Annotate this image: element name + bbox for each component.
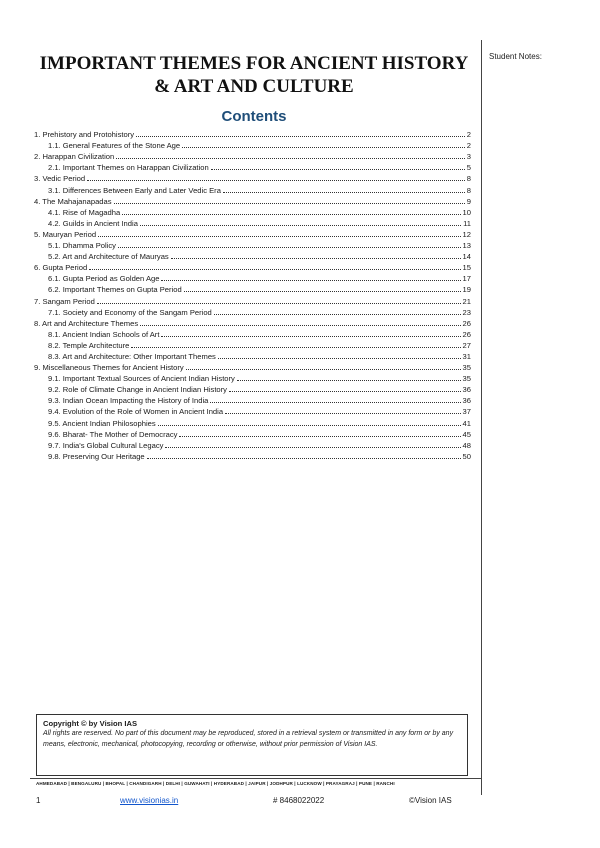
toc-entry-page: 13 bbox=[462, 241, 471, 251]
toc-entry[interactable] bbox=[34, 362, 471, 373]
toc-entry[interactable] bbox=[34, 273, 471, 284]
toc-dot-leader bbox=[225, 413, 461, 414]
toc-entry[interactable] bbox=[34, 140, 471, 151]
toc-entry-page: 35 bbox=[462, 363, 471, 373]
toc-entry-label: 8.1. Ancient Indian Schools of Art bbox=[48, 329, 160, 339]
toc-entry[interactable] bbox=[34, 240, 471, 251]
toc-dot-leader bbox=[161, 336, 460, 337]
toc-dot-leader bbox=[214, 314, 461, 315]
toc-dot-leader bbox=[182, 147, 465, 148]
copyright-box bbox=[36, 714, 468, 776]
toc-entry-label: 9.3. Indian Ocean Impacting the History of India bbox=[48, 396, 209, 406]
toc-entry-label: 7.1. Society and Economy of the Sangam Period bbox=[48, 307, 212, 317]
toc-entry-page: 36 bbox=[462, 396, 471, 406]
toc-entry[interactable] bbox=[34, 318, 471, 329]
toc-dot-leader bbox=[87, 180, 465, 181]
toc-dot-leader bbox=[161, 280, 460, 281]
toc-entry-page: 23 bbox=[462, 307, 471, 317]
toc-entry-page: 21 bbox=[462, 296, 471, 306]
toc-entry-label: 8. Art and Architecture Themes bbox=[34, 318, 139, 328]
toc-entry[interactable] bbox=[34, 429, 471, 440]
toc-entry-page: 12 bbox=[462, 229, 471, 239]
toc-entry[interactable] bbox=[34, 184, 471, 195]
copyright-title: Copyright © by Vision IAS bbox=[43, 719, 138, 728]
toc-entry-label: 6.1. Gupta Period as Golden Age bbox=[48, 274, 160, 284]
toc-dot-leader bbox=[136, 136, 465, 137]
toc-entry-page: 3 bbox=[466, 152, 471, 162]
toc-dot-leader bbox=[147, 458, 461, 459]
toc-dot-leader bbox=[210, 402, 460, 403]
toc-dot-leader bbox=[186, 369, 461, 370]
toc-entry-label: 2.1. Important Themes on Harappan Civilization bbox=[48, 163, 209, 173]
toc-entry-label: 8.3. Art and Architecture: Other Important Themes bbox=[48, 351, 216, 361]
toc-entry-page: 2 bbox=[466, 130, 471, 140]
toc-entry[interactable] bbox=[34, 329, 471, 340]
toc-dot-leader bbox=[140, 225, 461, 226]
toc-entry-page: 11 bbox=[463, 218, 471, 228]
toc-entry[interactable] bbox=[34, 251, 471, 262]
toc-entry-label: 9.2. Role of Climate Change in Ancient Indian History bbox=[48, 385, 227, 395]
toc-dot-leader bbox=[211, 169, 465, 170]
toc-entry-page: 9 bbox=[466, 196, 471, 206]
website-link[interactable]: www.visionias.in bbox=[120, 796, 179, 805]
footer-divider bbox=[30, 778, 481, 779]
toc-entry[interactable] bbox=[34, 340, 471, 351]
toc-entry-label: 8.2. Temple Architecture bbox=[48, 340, 130, 350]
toc-entry[interactable] bbox=[34, 417, 471, 428]
toc-entry[interactable] bbox=[34, 151, 471, 162]
toc-entry-label: 2. Harappan Civilization bbox=[34, 152, 115, 162]
toc-dot-leader bbox=[114, 203, 465, 204]
toc-entry-label: 4. The Mahajanapadas bbox=[34, 196, 112, 206]
toc-entry-page: 19 bbox=[462, 285, 471, 295]
city-list: AHMEDABAD | BENGALURU | BHOPAL | CHANDIGARH | DELHI | GUWAHATI | HYDERABAD | JAIPUR | JODHPUR | LUCKNOW | PRAYAGRAJ | PUNE | RANCHI bbox=[36, 781, 395, 786]
toc-entry-label: 7. Sangam Period bbox=[34, 296, 95, 306]
document-title: IMPORTANT THEMES FOR ANCIENT HISTORY & ART AND CULTURE bbox=[39, 53, 469, 97]
toc-entry-label: 5.2. Art and Architecture of Mauryas bbox=[48, 252, 169, 262]
toc-dot-leader bbox=[98, 236, 460, 237]
toc-entry-label: 6. Gupta Period bbox=[34, 263, 88, 273]
toc-dot-leader bbox=[237, 380, 461, 381]
toc-entry[interactable] bbox=[34, 162, 471, 173]
toc-dot-leader bbox=[171, 258, 461, 259]
toc-entry-page: 35 bbox=[462, 374, 471, 384]
copyright-text: All rights are reserved. No part of this document may be reproduced, stored in a retrieval system or transmitted in any form or by any means, electronic, mechanical, photocopying, recording or otherwise, without prior permission of Vision IAS. bbox=[43, 730, 454, 748]
toc-entry-page: 15 bbox=[462, 263, 471, 273]
toc-entry-label: 9.1. Important Textual Sources of Ancient Indian History bbox=[48, 374, 235, 384]
toc-entry-label: 9.6. Bharat- The Mother of Democracy bbox=[48, 429, 178, 439]
toc-entry-page: 50 bbox=[462, 451, 471, 461]
toc-entry-label: 3. Vedic Period bbox=[34, 174, 86, 184]
toc-entry-label: 9.8. Preserving Our Heritage bbox=[48, 451, 145, 461]
toc-entry-label: 4.1. Rise of Magadha bbox=[48, 207, 121, 217]
toc-dot-leader bbox=[89, 269, 460, 270]
toc-entry-label: 6.2. Important Themes on Gupta Period bbox=[48, 285, 182, 295]
toc-entry[interactable] bbox=[34, 262, 471, 273]
toc-dot-leader bbox=[179, 436, 460, 437]
toc-entry[interactable] bbox=[34, 196, 471, 207]
toc-entry[interactable] bbox=[34, 451, 471, 462]
toc-entry[interactable] bbox=[34, 373, 471, 384]
toc-entry[interactable] bbox=[34, 173, 471, 184]
toc-dot-leader bbox=[140, 325, 460, 326]
toc-entry[interactable] bbox=[34, 440, 471, 451]
toc-entry-label: 5. Mauryan Period bbox=[34, 229, 97, 239]
toc-entry-page: 2 bbox=[466, 141, 471, 151]
toc-dot-leader bbox=[116, 158, 465, 159]
toc-dot-leader bbox=[223, 192, 465, 193]
toc-entry-page: 8 bbox=[466, 174, 471, 184]
toc-entry-page: 27 bbox=[462, 340, 471, 350]
notes-divider bbox=[481, 40, 482, 795]
table-of-contents bbox=[34, 129, 471, 462]
toc-entry[interactable] bbox=[34, 406, 471, 417]
toc-entry-page: 45 bbox=[462, 429, 471, 439]
toc-entry-label: 5.1. Dhamma Policy bbox=[48, 241, 116, 251]
toc-entry[interactable] bbox=[34, 395, 471, 406]
toc-dot-leader bbox=[229, 391, 461, 392]
toc-entry-label: 1. Prehistory and Protohistory bbox=[34, 130, 135, 140]
toc-entry[interactable] bbox=[34, 284, 471, 295]
phone-number: # 8468022022 bbox=[273, 796, 325, 805]
toc-dot-leader bbox=[165, 447, 460, 448]
toc-entry-page: 26 bbox=[462, 329, 471, 339]
page-number: 1 bbox=[36, 796, 41, 805]
toc-entry-page: 48 bbox=[462, 440, 471, 450]
toc-entry-page: 8 bbox=[466, 185, 471, 195]
toc-dot-leader bbox=[118, 247, 461, 248]
toc-dot-leader bbox=[158, 425, 461, 426]
toc-entry-page: 26 bbox=[462, 318, 471, 328]
contents-heading: Contents bbox=[221, 108, 287, 125]
toc-dot-leader bbox=[184, 291, 461, 292]
toc-entry-page: 10 bbox=[462, 207, 471, 217]
toc-entry-page: 41 bbox=[462, 418, 471, 428]
toc-entry-label: 1.1. General Features of the Stone Age bbox=[48, 141, 181, 151]
toc-entry[interactable] bbox=[34, 229, 471, 240]
toc-entry-page: 17 bbox=[462, 274, 471, 284]
toc-entry[interactable] bbox=[34, 129, 471, 140]
toc-entry-label: 4.2. Guilds in Ancient India bbox=[48, 218, 138, 228]
toc-entry[interactable] bbox=[34, 207, 471, 218]
toc-entry[interactable] bbox=[34, 307, 471, 318]
toc-entry[interactable] bbox=[34, 295, 471, 306]
toc-entry-label: 9. Miscellaneous Themes for Ancient History bbox=[34, 363, 184, 373]
toc-dot-leader bbox=[122, 214, 460, 215]
toc-entry[interactable] bbox=[34, 351, 471, 362]
student-notes-label: Student Notes: bbox=[489, 52, 542, 61]
toc-dot-leader bbox=[218, 358, 461, 359]
toc-dot-leader bbox=[131, 347, 460, 348]
toc-entry-label: 9.4. Evolution of the Role of Women in Ancient India bbox=[48, 407, 224, 417]
toc-entry-page: 5 bbox=[466, 163, 471, 173]
toc-dot-leader bbox=[97, 303, 461, 304]
toc-entry-page: 31 bbox=[462, 351, 471, 361]
brand-mark: ©Vision IAS bbox=[409, 796, 452, 805]
toc-entry-label: 9.5. Ancient Indian Philosophies bbox=[48, 418, 156, 428]
toc-entry-page: 37 bbox=[462, 407, 471, 417]
toc-entry-page: 14 bbox=[462, 252, 471, 262]
toc-entry-page: 36 bbox=[462, 385, 471, 395]
toc-entry[interactable] bbox=[34, 218, 471, 229]
toc-entry-label: 3.1. Differences Between Early and Later Vedic Era bbox=[48, 185, 221, 195]
toc-entry-label: 9.7. India's Global Cultural Legacy bbox=[48, 440, 164, 450]
toc-entry[interactable] bbox=[34, 384, 471, 395]
